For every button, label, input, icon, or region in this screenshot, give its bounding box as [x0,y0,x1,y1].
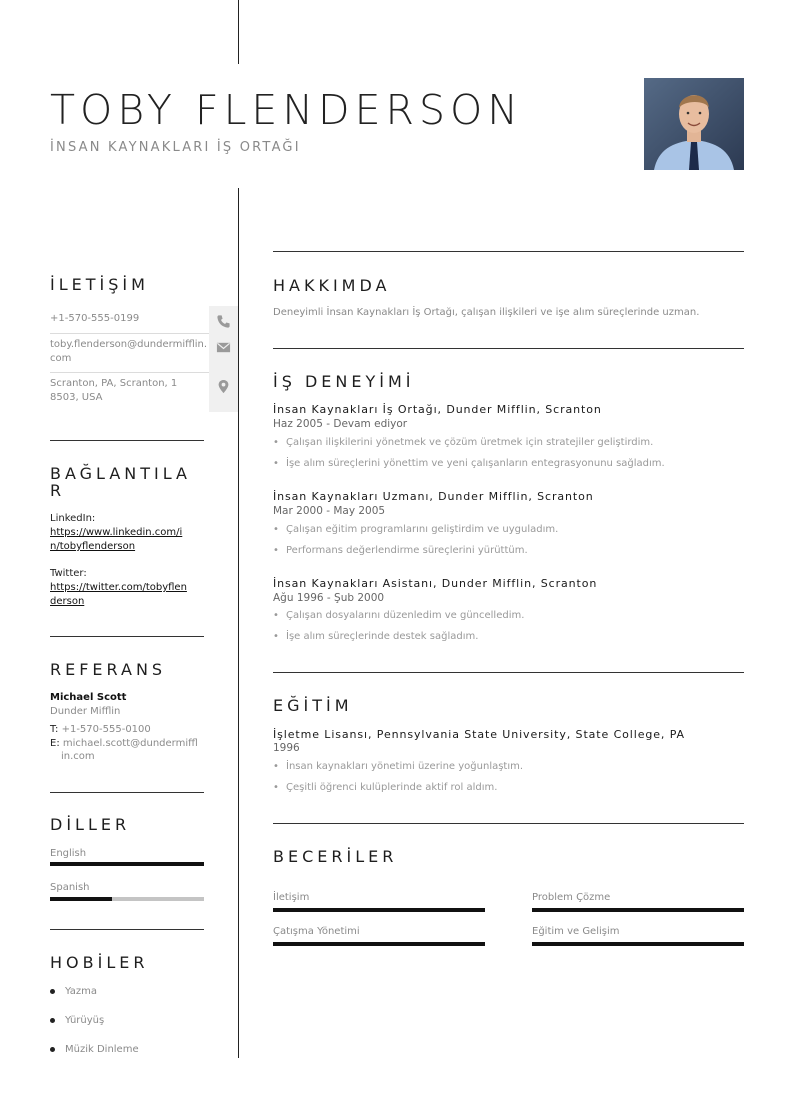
contact-divider [50,333,210,334]
job-dates: Haz 2005 - Devam ediyor [273,418,408,430]
column-divider-line [238,188,239,1058]
links-heading: BAĞLANTILA R [50,464,191,500]
section-divider [273,672,744,673]
job-bullet: • Çalışan ilişkilerini yönetmek ve çözüm üretmek için stratejiler geliştirdim. [273,437,654,448]
languages-heading: DİLLER [50,815,131,834]
bullet-icon: • [273,545,279,556]
header-divider-line [238,0,239,64]
bullet-icon: • [273,631,279,642]
hobby-item: Müzik Dinleme [65,1044,139,1055]
job-bullet: • Çalışan eğitim programlarını geliştirdim ve uyguladım. [273,524,559,535]
reference-email-label: E: [50,738,60,749]
candidate-title: İNSAN KAYNAKLARI İŞ ORTAĞI [50,140,301,155]
skill-name: Çatışma Yönetimi [273,926,360,937]
skill-level-bar [273,908,485,912]
envelope-icon [216,340,231,355]
phone-icon [216,314,231,329]
skill-level-bar [273,942,485,946]
bullet-icon [50,989,55,994]
section-divider [50,929,204,930]
reference-heading: REFERANS [50,660,167,679]
job-bullet: • İşe alım süreçlerini yönettim ve yeni çalışanların entegrasyonunu sağladım. [273,458,665,469]
hobbies-heading: HOBİLER [50,953,149,972]
section-divider [273,823,744,824]
contact-email[interactable]: toby.flenderson@dundermifflin.com [50,339,208,364]
skill-name: Problem Çözme [532,892,611,903]
job-title: İnsan Kaynakları Asistanı, Dunder Mifflin, Scranton [273,577,598,590]
job-dates: Ağu 1996 - Şub 2000 [273,592,385,604]
bullet-icon [50,1018,55,1023]
skill-name: Eğitim ve Gelişim [532,926,620,937]
bullet-icon [50,1047,55,1052]
profile-photo [644,78,744,170]
education-bullet: • İnsan kaynakları yönetimi üzerine yoğunlaştım. [273,761,524,772]
contact-icon-strip [209,306,238,412]
education-heading: EĞİTİM [273,696,353,715]
education-degree: İşletme Lisansı, Pennsylvania State University, State College, PA [273,728,685,741]
section-divider [273,348,744,349]
hobby-item: Yazma [65,986,97,997]
contact-heading: İLETİŞİM [50,275,149,294]
job-title: İnsan Kaynakları İş Ortağı, Dunder Mifflin, Scranton [273,403,602,416]
skill-name: İletişim [273,892,310,903]
twitter-label: Twitter: [50,568,87,579]
education-bullet: • Çeşitli öğrenci kulüplerinde aktif rol aldım. [273,782,498,793]
section-divider [50,792,204,793]
job-title: İnsan Kaynakları Uzmanı, Dunder Mifflin, Scranton [273,490,594,503]
linkedin-label: LinkedIn: [50,513,96,524]
bullet-icon: • [273,437,279,448]
skill-level-bar [532,942,744,946]
contact-phone[interactable]: +1-570-555-0199 [50,313,140,324]
bullet-icon: • [273,458,279,469]
bullet-icon: • [273,610,279,621]
language-level-bar [50,862,204,866]
education-year: 1996 [273,742,300,754]
bullet-icon: • [273,782,279,793]
bullet-icon: • [273,524,279,535]
section-divider [273,251,744,252]
contact-address: Scranton, PA, Scranton, 18503, USA [50,378,178,403]
reference-phone-label: T: [50,724,59,735]
candidate-name: TOBY FLENDERSON [50,86,523,134]
contact-divider [50,372,210,373]
hobby-item: Yürüyüş [65,1015,105,1026]
job-dates: Mar 2000 - May 2005 [273,505,386,517]
job-bullet: • Performans değerlendirme süreçlerini yürüttüm. [273,545,528,556]
reference-phone[interactable]: +1-570-555-0100 [61,724,151,735]
job-bullet: • Çalışan dosyalarını düzenledim ve güncelledim. [273,610,525,621]
reference-email[interactable]: michael.scott@dundermiffl [62,738,198,749]
linkedin-link[interactable]: https://www.linkedin.com/i n/tobyflenderson [50,527,183,552]
language-name: Spanish [50,882,90,893]
experience-heading: İŞ DENEYİMİ [273,372,415,391]
about-heading: HAKKIMDA [273,276,391,295]
twitter-link[interactable]: https://twitter.com/tobyflen derson [50,582,187,607]
about-text: Deneyimli İnsan Kaynakları İş Ortağı, çalışan ilişkileri ve işe alım süreçlerinde uzman. [273,307,700,318]
section-divider [50,636,204,637]
skills-heading: BECERİLER [273,847,398,866]
reference-name: Michael Scott [50,692,127,703]
reference-email-row [50,737,198,751]
reference-email-continued: in.com [61,751,95,762]
reference-company: Dunder Mifflin [50,706,121,717]
reference-phone-row [50,723,151,737]
section-divider [50,440,204,441]
bullet-icon: • [273,761,279,772]
language-level-bar [50,897,112,901]
language-name: English [50,848,87,859]
job-bullet: • İşe alım süreçlerinde destek sağladım. [273,631,479,642]
skill-level-bar [532,908,744,912]
location-pin-icon [216,379,231,394]
